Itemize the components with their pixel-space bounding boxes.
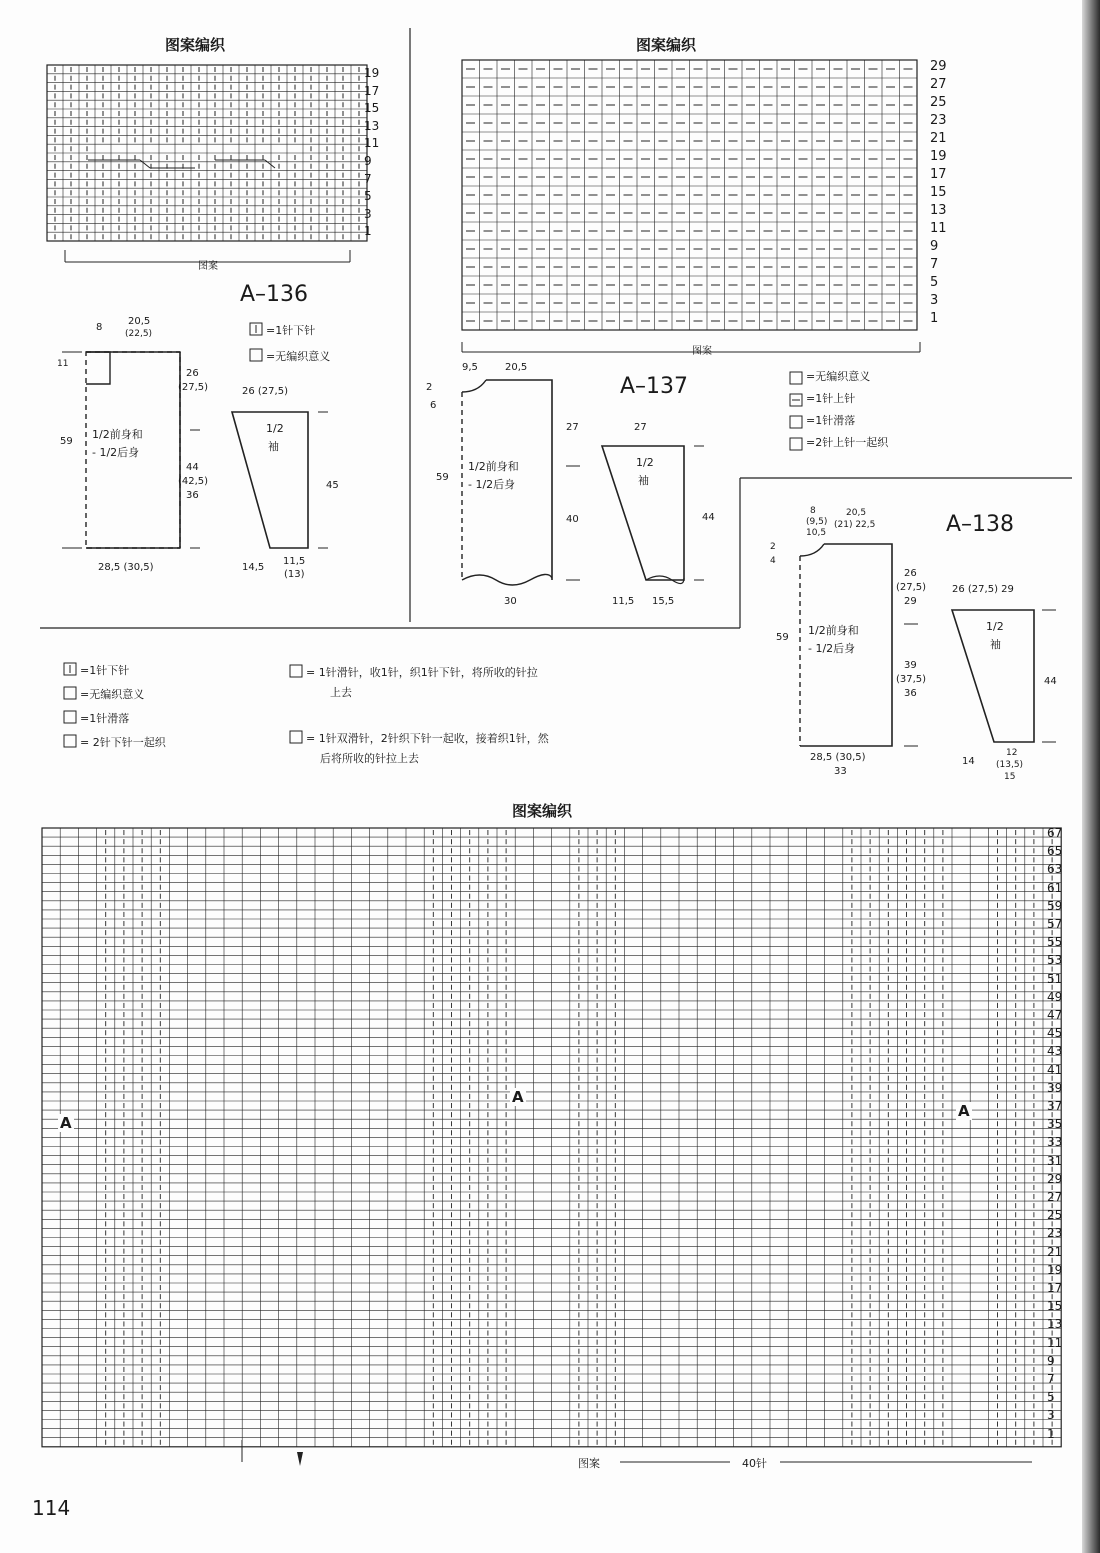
a138-dim-top-e: (21) 22,5 xyxy=(834,520,876,530)
a138-dim-armhole3: 29 xyxy=(904,596,917,607)
big-chart-footer-label: 图案 xyxy=(578,1457,600,1470)
a137-dim-bottom: 30 xyxy=(504,596,517,607)
a138-dim-sleeve-top: 26 (27,5) 29 xyxy=(952,584,1014,595)
a136-legend-none: =无编织意义 xyxy=(266,350,331,363)
a136-body-label-2: - 1/2后身 xyxy=(92,446,140,459)
center-arrow-icon xyxy=(297,1452,303,1466)
a138-dim-armhole2: (27,5) xyxy=(896,582,927,593)
row-number: 9 xyxy=(1047,1353,1055,1368)
a136-purl-dash xyxy=(140,160,150,168)
row-number: 11 xyxy=(930,221,947,236)
a137-pattern-label: 图案 xyxy=(692,346,712,357)
legend-skpo-2: 上去 xyxy=(330,686,352,699)
legend-sk2po-2: 后将所收的针拉上去 xyxy=(320,752,419,765)
row-number: 61 xyxy=(1047,880,1063,895)
row-number: 35 xyxy=(1047,1117,1063,1132)
a138-dim-lower3: 36 xyxy=(904,688,917,699)
a138-dim-neck-a: 2 xyxy=(770,542,776,552)
a137-dim-sleeve-b1: 11,5 xyxy=(612,596,635,607)
row-number: 65 xyxy=(1047,844,1063,859)
a138-body-label-2: - 1/2后身 xyxy=(808,642,856,655)
row-number: 13 xyxy=(1047,1317,1063,1332)
a136-dim-bottom: 28,5 (30,5) xyxy=(98,562,154,573)
row-number: 25 xyxy=(1047,1208,1063,1223)
a136-dim-armhole2: (27,5) xyxy=(178,382,209,393)
a138-dim-sleeve-len: 44 xyxy=(1044,676,1057,687)
row-number: 21 xyxy=(930,131,947,146)
a136-dim-top-right2: (22,5) xyxy=(125,329,153,339)
legend-box xyxy=(64,711,76,723)
row-number: 43 xyxy=(1047,1044,1063,1059)
row-number: 1 xyxy=(930,311,939,326)
a136-dim-armhole: 26 xyxy=(186,368,199,379)
a137-dim-sleeve-b2: 15,5 xyxy=(652,596,675,607)
a137-dim-neck-b: 6 xyxy=(430,400,437,411)
row-number: 1 xyxy=(1047,1426,1055,1441)
row-number: 27 xyxy=(1047,1190,1063,1204)
a136-dim-sleeve-len: 45 xyxy=(326,480,339,491)
a138-dim-armhole: 26 xyxy=(904,568,917,579)
a137-body-label-1: 1/2前身和 xyxy=(468,460,519,473)
legend-drop: =1针滑落 xyxy=(80,712,130,725)
a136-neck-outline xyxy=(86,352,110,384)
a138-dim-top-c: 10,5 xyxy=(806,528,827,538)
a136-legend-knit: =1针下针 xyxy=(266,324,316,337)
a137-body-label-2: - 1/2后身 xyxy=(468,478,516,491)
row-number: 5 xyxy=(364,189,372,204)
row-number: 9 xyxy=(930,239,939,254)
legend-sk2po-1: = 1针双滑针，2针织下针一起收，接着织1针，然 xyxy=(306,732,549,745)
a137-legend-box xyxy=(790,438,802,450)
row-number: 17 xyxy=(364,83,380,98)
a137-legend-none: =无编织意义 xyxy=(806,370,871,383)
a136-dim-top-right: 20,5 xyxy=(128,316,151,327)
a136-dim-sleeve-top: 26 (27,5) xyxy=(242,386,288,397)
row-number: 55 xyxy=(1047,935,1063,950)
row-number: 25 xyxy=(930,95,947,110)
row-number: 21 xyxy=(1047,1244,1063,1259)
a136-dim-lower2: (42,5) xyxy=(178,476,209,487)
legend-box-skpo xyxy=(290,665,302,677)
row-number: 53 xyxy=(1047,953,1063,968)
legend-box xyxy=(64,735,76,747)
a136-body-label-1: 1/2前身和 xyxy=(92,428,143,441)
a138-dim-lower: 39 xyxy=(904,660,917,671)
a136-dim-sleeve-b2: 11,5 xyxy=(283,556,306,567)
a136-pattern-label: 图案 xyxy=(198,261,218,272)
a137-legend-p2tog: =2针上针一起织 xyxy=(806,436,889,449)
a138-dim-top-a: 8 xyxy=(810,506,816,516)
a138-code: A–138 xyxy=(946,512,1015,537)
a137-legend-box xyxy=(790,416,802,428)
row-number: 11 xyxy=(364,136,380,151)
a138-dim-sleeve-b2: 12 xyxy=(1006,748,1018,758)
row-number: 15 xyxy=(364,101,380,116)
a137-neck-curve xyxy=(462,380,486,392)
row-number: 29 xyxy=(1047,1171,1063,1186)
row-number: 57 xyxy=(1047,917,1063,931)
legend-box-sk2po xyxy=(290,731,302,743)
row-number: 41 xyxy=(1047,1062,1063,1077)
a137-dim-neck-a: 2 xyxy=(426,382,433,393)
legend-skpo-1: = 1针滑针，收1针，织1针下针，将所收的针拉 xyxy=(306,666,538,679)
a137-legend-box xyxy=(790,372,802,384)
a138-sleeve-label-2: 袖 xyxy=(990,638,1001,651)
a138-body-label-1: 1/2前身和 xyxy=(808,624,859,637)
a137-pattern-title: 图案编织 xyxy=(636,36,697,54)
legend-box-none xyxy=(250,349,262,361)
row-number: 3 xyxy=(1047,1408,1055,1423)
row-number: 15 xyxy=(1047,1299,1063,1314)
row-number: 19 xyxy=(364,66,380,80)
row-number: 23 xyxy=(1047,1226,1063,1241)
a138-dim-neck-b: 4 xyxy=(770,556,776,566)
row-number: 1 xyxy=(364,224,372,239)
row-number: 63 xyxy=(1047,862,1063,877)
row-number: 49 xyxy=(1047,989,1063,1004)
a137-legend-drop: =1针滑落 xyxy=(806,414,856,427)
a136-purl-dash xyxy=(265,160,275,168)
a137-body-hem xyxy=(462,574,552,585)
a137-legend-purl: =1针上针 xyxy=(806,392,856,405)
row-number: 19 xyxy=(1047,1262,1063,1277)
row-number: 13 xyxy=(364,118,380,133)
a136-pattern-title: 图案编织 xyxy=(165,36,226,54)
row-number: 7 xyxy=(1047,1372,1055,1386)
row-number: 45 xyxy=(1047,1026,1063,1041)
a138-dim-lower2: (37,5) xyxy=(896,674,927,685)
row-number: 51 xyxy=(1047,971,1063,986)
a138-dim-top-d: 20,5 xyxy=(846,508,867,518)
row-number: 13 xyxy=(930,203,947,218)
row-number: 67 xyxy=(1047,826,1063,840)
big-chart-footer-count: 40针 xyxy=(742,1457,767,1470)
a136-dim-top-left: 8 xyxy=(96,322,103,333)
a137-dim-top-right: 20,5 xyxy=(505,362,528,373)
row-number: 47 xyxy=(1047,1008,1063,1022)
row-number: 39 xyxy=(1047,1080,1063,1095)
a138-dim-top-b: (9,5) xyxy=(806,517,828,527)
a136-dim-side: 59 xyxy=(60,436,73,447)
a136-dim-neck: 11 xyxy=(57,359,69,369)
row-number: 33 xyxy=(1047,1135,1063,1150)
a137-sleeve-label-2: 袖 xyxy=(638,474,649,487)
a138-sleeve-label-1: 1/2 xyxy=(986,620,1004,633)
row-number: 29 xyxy=(930,59,947,74)
row-number: 23 xyxy=(930,113,947,128)
a136-sleeve-label-1: 1/2 xyxy=(266,422,284,435)
a136-sleeve-label-2: 袖 xyxy=(268,440,279,453)
row-number: 37 xyxy=(1047,1099,1063,1113)
row-number: 19 xyxy=(930,149,947,164)
legend-box xyxy=(64,687,76,699)
a137-dim-sleeve-top: 27 xyxy=(634,422,647,433)
a137-dim-armhole: 27 xyxy=(566,422,579,433)
repeat-marker-left: A xyxy=(60,1114,72,1132)
row-number: 5 xyxy=(1047,1390,1055,1405)
repeat-marker-mid: A xyxy=(512,1088,524,1106)
a138-dim-side: 59 xyxy=(776,632,789,643)
row-number: 7 xyxy=(930,257,939,272)
row-number: 17 xyxy=(930,167,947,182)
a136-dim-sleeve-b1: 14,5 xyxy=(242,562,265,573)
big-chart-title: 图案编织 xyxy=(512,802,573,820)
page-number: 114 xyxy=(32,1496,71,1520)
row-number: 11 xyxy=(1047,1335,1063,1350)
a137-dim-sleeve-len: 44 xyxy=(702,512,715,523)
book-binding-edge xyxy=(1082,0,1100,1553)
row-number: 7 xyxy=(364,171,372,186)
legend-none: =无编织意义 xyxy=(80,688,145,701)
row-number: 17 xyxy=(1047,1281,1063,1295)
a137-dim-top-left: 9,5 xyxy=(462,362,478,373)
legend-k2tog: = 2针下针一起织 xyxy=(80,736,166,749)
row-number: 9 xyxy=(364,154,372,168)
a138-dim-bottom: 28,5 (30,5) xyxy=(810,752,866,763)
row-number: 59 xyxy=(1047,898,1063,913)
a136-code: A–136 xyxy=(240,282,309,307)
row-number: 3 xyxy=(930,293,939,308)
legend-knit: =1针下针 xyxy=(80,664,130,677)
a136-dim-lower3: 36 xyxy=(186,490,199,501)
a138-neck-curve xyxy=(800,544,824,556)
a138-dim-bottom2: 33 xyxy=(834,766,847,777)
repeat-marker-right: A xyxy=(958,1102,970,1120)
row-number: 15 xyxy=(930,185,947,200)
row-number: 31 xyxy=(1047,1153,1063,1168)
a137-dim-lower: 40 xyxy=(566,514,579,525)
a138-dim-sleeve-b4: 15 xyxy=(1004,772,1016,782)
a136-dim-lower: 44 xyxy=(186,462,199,473)
a138-dim-sleeve-b3: (13,5) xyxy=(996,760,1024,770)
row-number: 27 xyxy=(930,77,947,92)
a136-dim-sleeve-b3: (13) xyxy=(284,569,305,580)
row-number: 3 xyxy=(364,206,372,221)
a137-dim-side: 59 xyxy=(436,472,449,483)
row-number: 5 xyxy=(930,275,939,290)
a137-code: A–137 xyxy=(620,374,689,399)
a137-sleeve-label-1: 1/2 xyxy=(636,456,654,469)
a138-dim-sleeve-b1: 14 xyxy=(962,756,975,767)
